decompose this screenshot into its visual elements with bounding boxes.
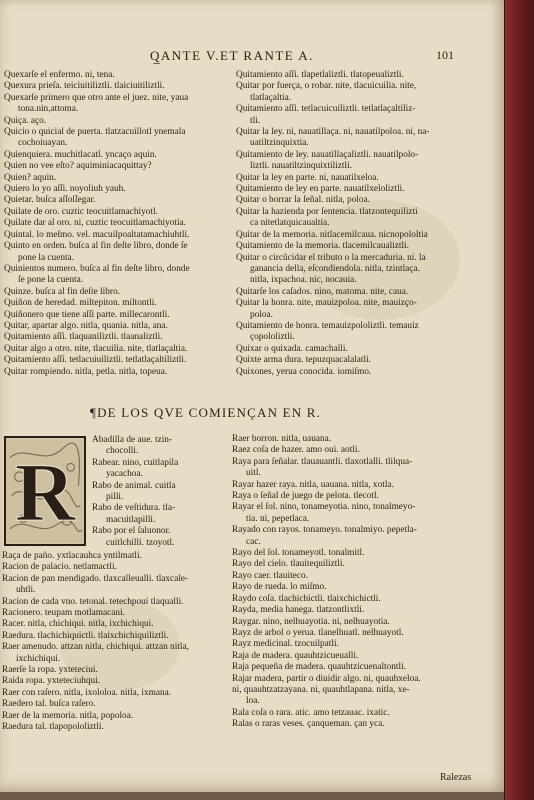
dictionary-line: Raer borron. nitla, uauana. — [232, 434, 332, 444]
dictionary-line: Racion de cada vno. tetonal. tetechpoui tlaqualli. — [2, 596, 184, 607]
dictionary-line: Quitamiento de la memoria. tlacemilcaualiztli. — [236, 241, 409, 252]
dictionary-line: Rabo por el ſaluonor. — [92, 526, 171, 537]
dictionary-line: Racion de pan mendigado. tlaxcalleualli. tlaxcale- — [2, 573, 189, 584]
dictionary-line: pilli. — [106, 492, 124, 503]
dictionary-line: Rabo de animal. cuitla — [92, 480, 176, 491]
dictionary-line: Quitar de la memoria. nitlacemilcaua. nicnopololtia — [236, 229, 428, 240]
dictionary-line: ſe pone la cuenta. — [18, 275, 84, 286]
dictionary-line: cac. — [246, 536, 261, 547]
dictionary-line: Quintal. lo meſmo. vel. macuilpoaltatamachiuhtli. — [4, 229, 190, 240]
initial-letter: R — [14, 446, 76, 540]
dictionary-line: Abadilla de aue. tzin- — [92, 435, 173, 445]
column-right-r-entries — [232, 434, 462, 731]
dictionary-line: Quitamiento de honra. temauizpololiztli. temauiz — [236, 320, 419, 331]
dictionary-line: Quinto en orden. buſca al fin deſte libro, donde ſe — [4, 241, 188, 252]
dictionary-line: Quitar o borrar la ſeñal. nitla, poloa. — [236, 195, 370, 206]
column-left-r-entries — [2, 551, 228, 734]
dictionary-line: tlatlaçaltia. — [250, 92, 292, 103]
dictionary-line: Quietar. buſca aſſoſſegar. — [4, 195, 96, 206]
dictionary-line: Quicio o quicial de puerta. tlatzacuillotl ynemala — [4, 127, 186, 138]
dictionary-line: Quitar rompiendo. nitla, petla. nitla, topeua. — [4, 366, 168, 377]
dictionary-line: Raja de madera. quauhtzicueualli. — [232, 650, 359, 661]
dictionary-line: Quexarſe primero que otro ante el juez. nite, yaua — [4, 92, 189, 103]
dictionary-line: Quitarſe los caſados. nino, matoma. nite, caua. — [236, 286, 409, 297]
dictionary-line: Quitar la ley. ni, nauatillaça. ni, nauatilpoloa. ni, na- — [236, 127, 430, 138]
dictionary-line: Raer amenudo. attzan nitla, chichiqui. attzan nitla, — [2, 642, 189, 653]
dictionary-line: uitl. — [246, 468, 261, 479]
dictionary-line: Rala coſa o rara. atic. amo tetzauac. ixatic. — [232, 707, 390, 718]
dictionary-line: cochoiuayan. — [18, 138, 68, 149]
dictionary-line: Raedura. tlachichiquictli. tlaixchichiquiliztli. — [2, 630, 169, 641]
dictionary-line: Quiça. aço. — [4, 115, 47, 126]
dictionary-line: Quexarſe el enfermo. ni, tena. — [4, 70, 115, 80]
dictionary-line: macuitlapilli. — [106, 514, 156, 525]
dictionary-line: nitla, ixpachoa. nic, nocauia. — [250, 275, 357, 286]
dictionary-line: Quiñonero que tiene aſſi parte. millecarontli. — [4, 309, 170, 320]
dictionary-line: ixchichiqui. — [16, 653, 61, 664]
dictionary-line: Rayda, media hanega. tlatzontlixtli. — [232, 605, 365, 616]
dictionary-line: Quitamiento de ley en parte. nauatilxeloliztli. — [236, 184, 405, 195]
dictionary-line: Rabo de veſtidura. tla- — [92, 503, 176, 514]
dictionary-line: Rayz medicinal. tzocuilpatli. — [232, 639, 339, 650]
dictionary-line: Rajar madera, partir o diuidir algo. ni, quauhxeloa. — [232, 673, 421, 684]
dictionary-line: Raya para ſeñalar. tlauauantli. tlaxotlalli. tlilqua- — [232, 456, 413, 467]
dictionary-line: Quien? aquin. — [4, 172, 57, 183]
dictionary-line: Quinze. buſca al fin deſte libro. — [4, 286, 120, 297]
dictionary-line: Quitar, apartar algo. nitla, quania. nitla, ana. — [4, 320, 168, 331]
dictionary-line: tia. ni, pepetlaca. — [246, 513, 310, 524]
page-header — [0, 48, 504, 66]
dictionary-line: Raedero tal. buſca raſero. — [2, 699, 96, 710]
dictionary-line: Quien no vee eſto? aquiminiacaquittay? — [4, 161, 152, 172]
dictionary-line: Quilate de oro. cuztic teocuitlamachiyotl. — [4, 206, 158, 217]
dictionary-line: Quitamiento aſſi. tlapetlaliztli. tlatopeualiztli. — [236, 70, 404, 80]
catchword: Ralezas — [440, 772, 472, 783]
section-heading: ¶DE LOS QVE COMIENÇAN EN R. — [90, 405, 322, 420]
dictionary-line: Quixones, yerua conocida. iomiſmo. — [236, 366, 372, 377]
dictionary-line: Raez coſa de hazer. amo oui. aotli. — [232, 445, 360, 456]
dictionary-line: Raida ropa. yxteteciuhqui. — [2, 676, 101, 687]
dictionary-line: Quitamiento aſſi. tetlacuicuiliztli. tetlatlaçaltiliz- — [236, 104, 416, 115]
dictionary-line: pone la cuenta. — [18, 252, 75, 263]
dictionary-line: Quitamiento de ley. nauatillaçaliztli. nauatilpolo- — [236, 149, 419, 160]
dictionary-line: Quixar o quixada. camachalli. — [236, 343, 348, 354]
dictionary-line: Quitar o circũcidar el tributo o la mercaduria. ni. la — [236, 252, 426, 263]
dictionary-line: ca nitetlatquicaualtia. — [250, 218, 330, 229]
dictionary-line: Quixte arma dura. tepuzquacalalatli. — [236, 355, 372, 366]
dictionary-line: tona.nin,attoma. — [18, 104, 79, 115]
dictionary-line: Raerſe la ropa. yxteteciui. — [2, 665, 98, 676]
dictionary-line: Racion de palacio. netlamactli. — [2, 562, 117, 573]
dictionary-line: Raer con raſero. nitla, ixololoa. nitla, ixmana. — [2, 687, 172, 698]
dictionary-line: Rayo caer. tlauiteco. — [232, 570, 308, 581]
dictionary-line: Raja pequeña de madera. quauhtzicuenaltontli. — [232, 662, 406, 673]
dictionary-line: Quitamiento aſſi. tlaquaniliztli. tlaanaliztli. — [4, 332, 163, 343]
column-left-r-entries-top — [92, 435, 232, 549]
dictionary-line: cuitlchilli. tzoyotl. — [106, 537, 175, 548]
dictionary-line: Raya o ſeñal de juego de pelota. tlecotl. — [232, 491, 379, 502]
dictionary-line: Rayo de rueda. lo miſmo. — [232, 582, 327, 593]
dictionary-line: Raedura tal. tlapopololiztli. — [2, 722, 104, 733]
dictionary-line: liztli. nauatiltzinquixtiliztli. — [250, 161, 352, 172]
dictionary-line: Raydo coſa. tlachichictli. tlaixchichictli. — [232, 593, 381, 604]
running-head: Q̲ANTE V.ET RANTE A. — [150, 48, 314, 63]
dictionary-line: Quitar la honra. nite, mauizpoloa. nite, mauizço- — [236, 298, 417, 309]
decorated-initial-r — [4, 436, 86, 546]
folio-number: 101 — [436, 48, 454, 62]
dictionary-line: Quienquiera. muchitlacatl. yncaço aquin. — [4, 149, 157, 160]
dictionary-line: çopololiztli. — [250, 332, 295, 343]
dictionary-line: uatiltzinquixtia. — [250, 138, 309, 149]
dictionary-line: Raer de la memoria. nitla, popoloa. — [2, 710, 134, 721]
dictionary-line: uhtli. — [16, 585, 36, 596]
dictionary-line: Rayo del cielo. tlauitequiliztli. — [232, 559, 345, 570]
dictionary-line: Rayar el ſol. nino, tonameyotia. nino, tonalmeyo- — [232, 502, 416, 513]
initial-r-woodcut — [6, 438, 84, 544]
dictionary-line: ni, quauhtzatzayana. ni, quauhtlapana. nitla, xe- — [232, 684, 410, 695]
dictionary-line: tli. — [250, 115, 261, 126]
dictionary-line: Raça de paño. yxtlacauhca yntilmatli. — [2, 551, 142, 561]
column-left-q-entries — [4, 70, 228, 378]
dictionary-line: chocolli. — [106, 446, 139, 457]
dictionary-line: Rayo del ſol. tonameyotl. tonalmitl. — [232, 548, 365, 559]
dictionary-line: Rayado con rayos. tonameyo. tonalmiyo. pepetla- — [232, 525, 417, 536]
dictionary-line: poloa. — [250, 309, 273, 320]
dictionary-line: Raygar. nino, nelhuayotia. ni, nelhuayotia. — [232, 616, 390, 627]
dictionary-line: Quexura prieſa. teiciuitiliztli. tlaiciuitiliztli. — [4, 81, 165, 92]
dictionary-line: Ralas o raras veses. çanqueman. çan yca. — [232, 719, 385, 730]
dictionary-line: Quitar la ley en parte. ni, nauatilxeloa. — [236, 172, 379, 183]
dictionary-line: Quitar algo a otro. nite, tlacuilia. nite, tlatlaçaltia. — [4, 343, 188, 354]
dictionary-line: Quitar la hazienda por ſentencia. tlatzontequilizti — [236, 206, 418, 217]
dictionary-line: Racer. nitla, chichiqui. nitla, ixchichiqui. — [2, 619, 154, 630]
dictionary-line: ganancia della, eſcondiendola. nitla, tzintlaça. — [250, 263, 420, 274]
dictionary-line: Quiñon de heredad. miltepiton. miltontli. — [4, 298, 157, 309]
dictionary-line: Quitar por fuerça, o robar. nite, tlacuicuilia. nite, — [236, 81, 417, 92]
dictionary-line: Rayz de arbol o yerua. tlanelhuatl. nelhuayotl. — [232, 627, 404, 638]
dictionary-line: yacachoa. — [106, 469, 143, 480]
dictionary-line: Quitamiento aſſi. tetlacuiuiliztli. tetlatlaçaltiliztli. — [4, 355, 187, 366]
dictionary-line: Racionero. teupam motlamacani. — [2, 608, 125, 619]
dictionary-line: Quiero lo yo aſſi. noyoliuh yauh. — [4, 184, 126, 195]
dictionary-line: Quinientos numero. buſca al fin deſte libro, donde — [4, 263, 190, 274]
dictionary-line: Rabear. nino, cuitlapila — [92, 457, 179, 468]
book-binding — [504, 0, 534, 800]
dictionary-line: Quilate dar al oro. ni, cuztic teocuitlamachiyotia. — [4, 218, 186, 229]
column-right-q-entries — [236, 70, 458, 378]
dictionary-line: loa. — [246, 696, 260, 707]
dictionary-line: Rayar hazer raya. nitla, uauana. nitla, xotla. — [232, 479, 394, 490]
